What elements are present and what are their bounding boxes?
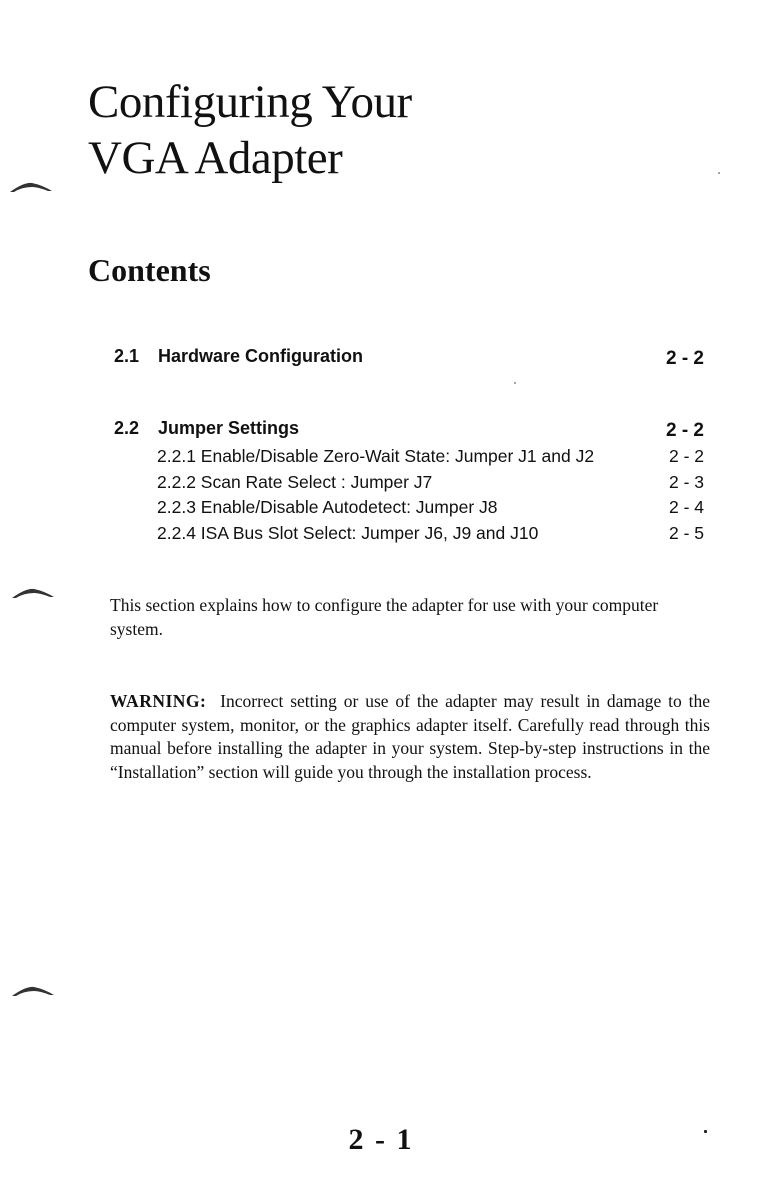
toc-subentry-label: 2.2.3 Enable/Disable Autodetect: Jumper J8 bbox=[157, 497, 498, 517]
toc-subentry bbox=[157, 521, 704, 547]
toc-entry-label: Hardware Configuration bbox=[158, 346, 364, 366]
toc-subentry-page: 2 - 2 bbox=[668, 446, 704, 466]
contents-heading: Contents bbox=[88, 252, 211, 288]
toc-entry bbox=[114, 418, 704, 439]
page-number: 2 - 1 bbox=[348, 1123, 414, 1156]
intro-paragraph: This section explains how to configure the adapter for use with your computer system. bbox=[110, 595, 659, 639]
toc-entry-page: 2 - 2 bbox=[665, 348, 704, 369]
toc-subentry-label: 2.2.4 ISA Bus Slot Select: Jumper J6, J9 and J10 bbox=[157, 522, 539, 543]
toc-subentry-label: 2.2.2 Scan Rate Select : Jumper J7 bbox=[157, 471, 433, 492]
binder-mark-icon bbox=[10, 586, 56, 600]
toc-entry bbox=[114, 346, 704, 367]
toc-subentry-page: 2 - 3 bbox=[668, 471, 704, 492]
scan-speck bbox=[718, 172, 720, 174]
binder-mark-icon bbox=[8, 180, 54, 194]
scan-speck bbox=[514, 382, 516, 384]
warning-text: Incorrect setting or use of the adapter may result in damage to the computer system, monitor, or the graphics adapter itself. Carefully read through this manual before installing the adapter in your system. Step-by-step instructions in the “Installation” section will guide you through the installation process. bbox=[110, 691, 710, 782]
toc-subentries bbox=[157, 444, 704, 546]
toc-subentry-page: 2 - 4 bbox=[668, 497, 704, 517]
title-line: Configuring Your bbox=[88, 76, 412, 128]
warning-paragraph bbox=[110, 690, 710, 784]
toc-entry-label: Jumper Settings bbox=[158, 418, 300, 438]
toc-entry-page: 2 - 2 bbox=[665, 420, 704, 441]
toc-entry-number: 2.2 bbox=[114, 418, 140, 438]
toc-subentry-page: 2 - 5 bbox=[668, 522, 704, 543]
toc-subentry bbox=[157, 470, 704, 496]
page-title bbox=[88, 74, 412, 186]
scan-speck bbox=[704, 1130, 707, 1133]
toc-subentry bbox=[157, 495, 704, 521]
title-line: VGA Adapter bbox=[88, 132, 343, 184]
toc-subentry bbox=[157, 444, 704, 470]
binder-mark-icon bbox=[10, 984, 56, 998]
toc-entry-number: 2.1 bbox=[114, 346, 140, 366]
warning-label: WARNING: bbox=[110, 691, 207, 711]
toc-subentry-label: 2.2.1 Enable/Disable Zero-Wait State: Jumper J1 and J2 bbox=[157, 446, 595, 466]
